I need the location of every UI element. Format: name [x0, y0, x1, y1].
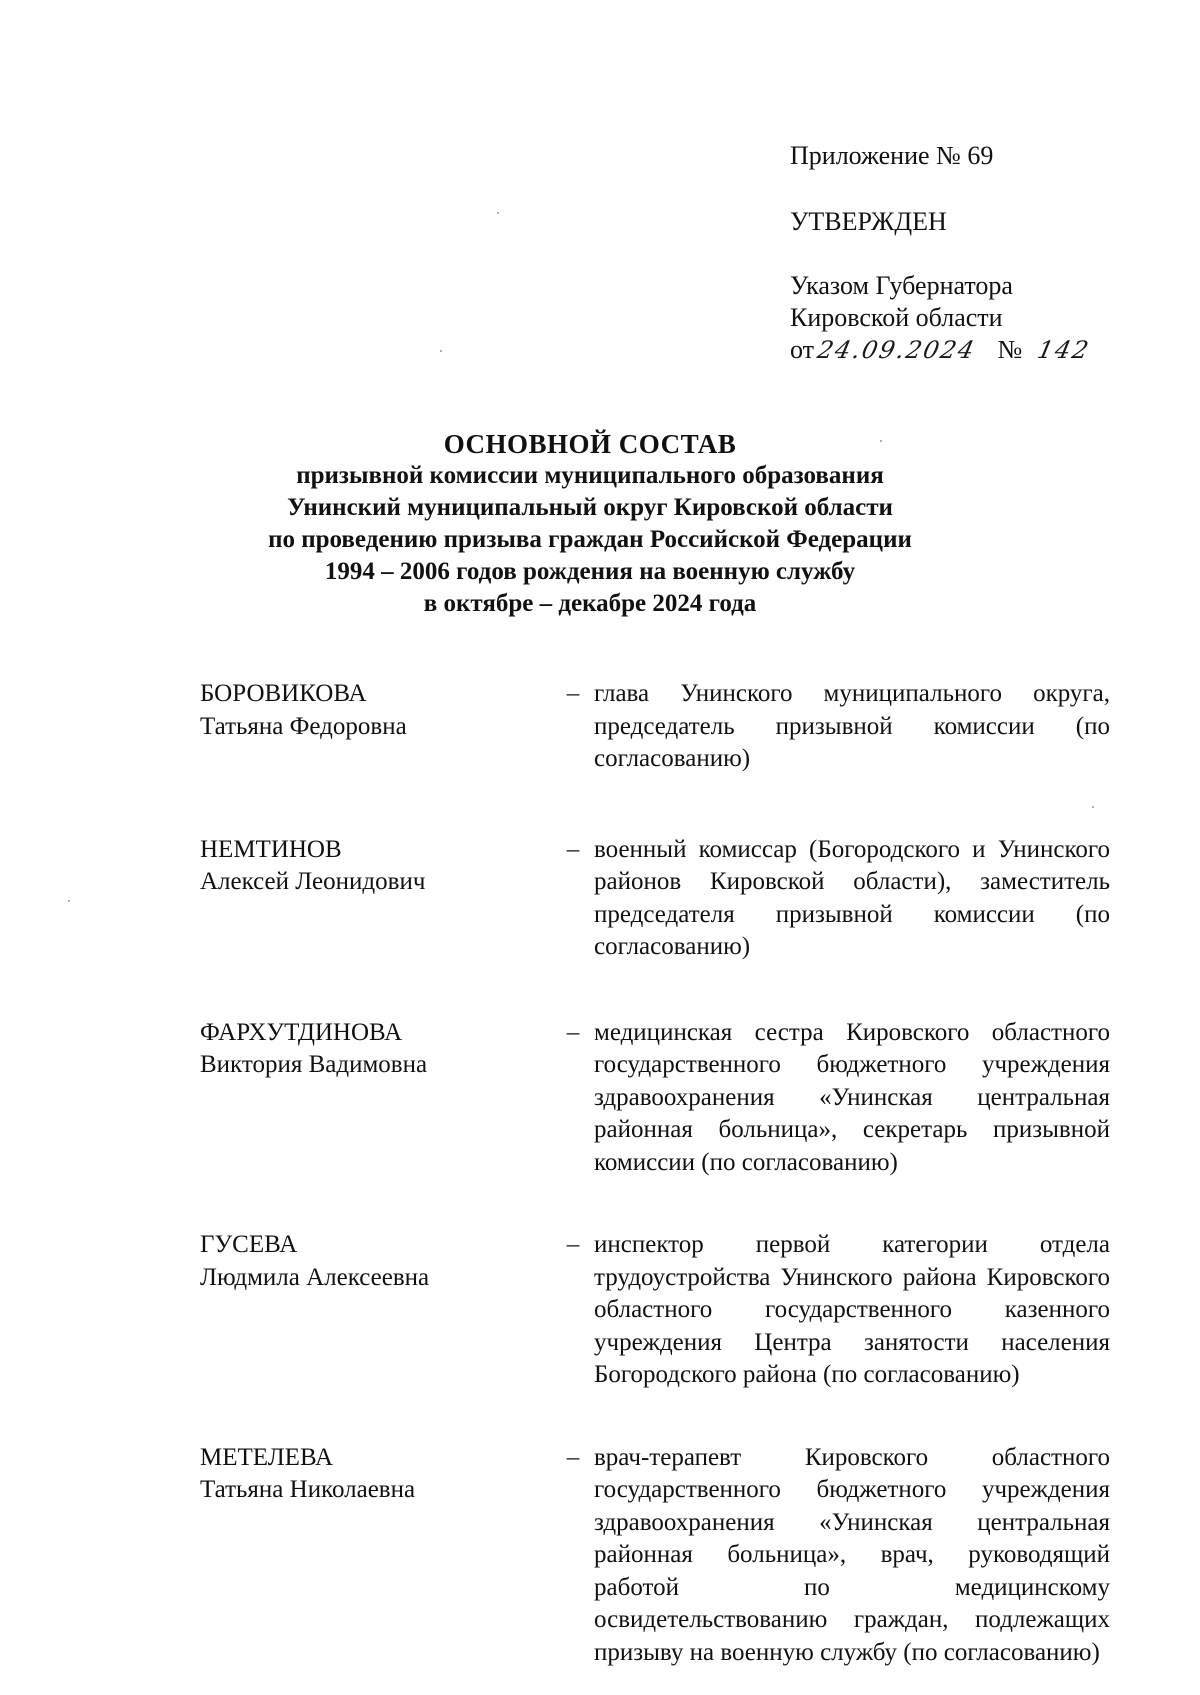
title-line-3: по проведению призыва граждан Российской Федерации: [268, 526, 912, 553]
appendix-label: Приложение № 69: [790, 141, 994, 170]
decree-line-2: Кировской области: [790, 303, 1003, 332]
title-line-2: Унинский муниципальный округ Кировской области: [287, 494, 893, 521]
member-entry: [200, 1017, 1110, 1180]
member-role: медицинская сестра Кировского областного государственного бюджетного учреждения здравоохранения «Унинская центральная районная больница», секретарь призывной комиссии (по согласованию): [594, 1018, 1110, 1176]
member-entry: [200, 1442, 1110, 1670]
member-surname: НЕМТИНОВ: [200, 835, 342, 863]
member-dash: –: [566, 680, 580, 707]
member-dash: –: [566, 1443, 580, 1471]
member-name: [200, 834, 540, 964]
decree-line-1: Указом Губернатора: [790, 271, 1013, 300]
document-title: [150, 428, 1030, 620]
member-surname: БОРОВИКОВА: [200, 680, 367, 707]
approval-block: [790, 140, 1094, 366]
scan-speck: [497, 212, 499, 214]
member-role: военный комиссар (Богородского и Унинского районов Кировской области), заместитель председателя призывной комиссии (по согласованию): [594, 835, 1110, 960]
approved-label: УТВЕРЖДЕН: [790, 207, 947, 236]
decree-date-line: [790, 334, 1094, 366]
member-name: [200, 678, 540, 776]
title-main: ОСНОВНОЙ СОСТАВ: [443, 429, 737, 459]
date-prefix: от: [790, 335, 815, 364]
member-entry: [200, 678, 1110, 776]
member-name: [200, 1442, 540, 1670]
member-entry: [200, 834, 1110, 964]
members-list: [200, 678, 1110, 1669]
member-surname: ФАРХУТДИНОВА: [200, 1018, 403, 1046]
member-dash: –: [566, 835, 580, 863]
handwritten-date: 24.09.2024: [815, 336, 979, 364]
member-role: врач-терапевт Кировского областного государственного бюджетного учреждения здравоохранения «Унинская центральная районная больница», врач, руководящий работой по медицинскому освидетельствованию граждан, подлежащих призыву на военную службу (по согласованию): [594, 1443, 1110, 1666]
member-surname: ГУСЕВА: [200, 1231, 298, 1258]
title-line-5: в октябре – декабре 2024 года: [423, 590, 757, 617]
member-given-name: Алексей Леонидович: [200, 868, 426, 895]
number-sign: №: [997, 335, 1023, 364]
scan-speck: [68, 900, 70, 902]
handwritten-number: 142: [1035, 336, 1094, 364]
scan-speck: [440, 350, 442, 352]
member-name: [200, 1229, 540, 1392]
title-line-1: призывной комиссии муниципального образования: [296, 462, 884, 489]
member-role: инспектор первой категории отдела трудоустройства Унинского района Кировского областного государственного казенного учреждения Центра занятости населения Богородского района (по согласованию): [594, 1231, 1110, 1388]
member-entry: [200, 1229, 1110, 1392]
member-name: [200, 1017, 540, 1180]
member-dash: –: [566, 1231, 580, 1258]
member-dash: –: [566, 1018, 580, 1046]
member-given-name: Татьяна Николаевна: [200, 1476, 416, 1503]
member-given-name: Людмила Алексеевна: [200, 1263, 430, 1291]
title-line-4: 1994 – 2006 годов рождения на военную службу: [324, 558, 856, 585]
member-given-name: Татьяна Федоровна: [200, 712, 407, 740]
member-surname: МЕТЕЛЕВА: [200, 1443, 334, 1471]
member-given-name: Виктория Вадимовна: [200, 1051, 428, 1078]
member-role: глава Унинского муниципального округа, председатель призывной комиссии (по согласованию): [594, 680, 1110, 772]
